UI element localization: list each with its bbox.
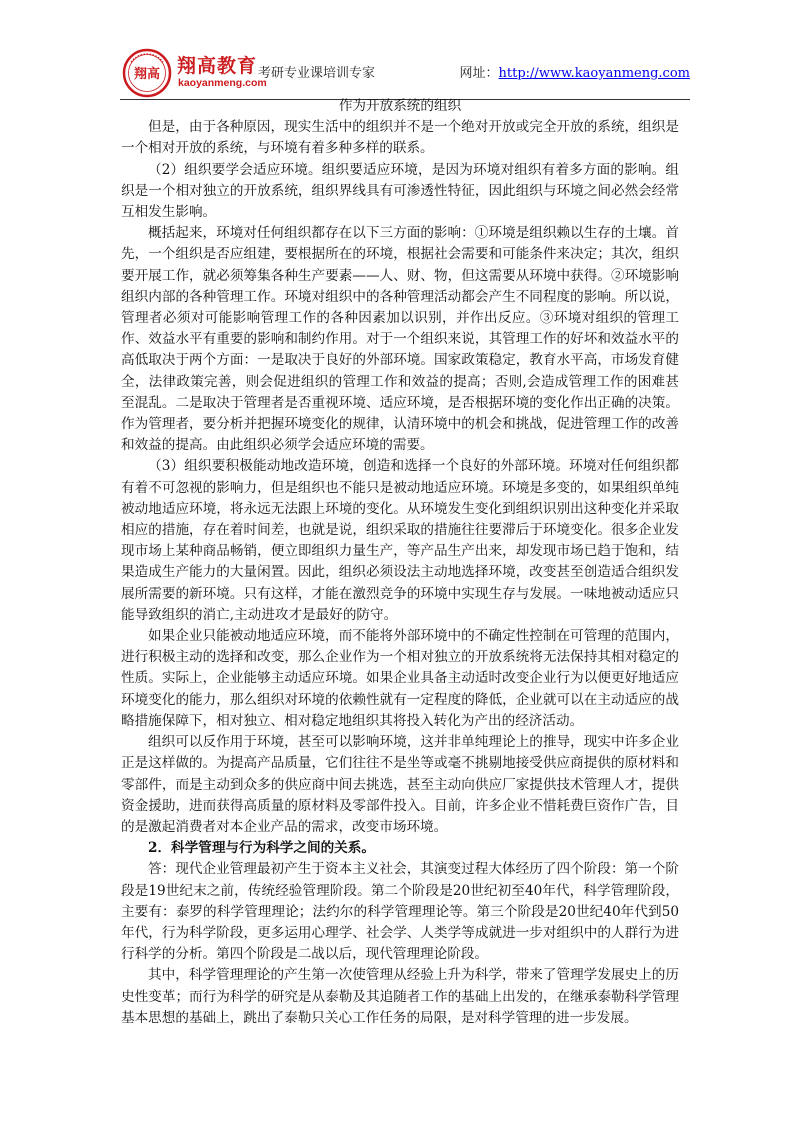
paragraph: （2）组织要学会适应环境。组织要适应环境，是因为环境对组织有着多方面的影响。组织是一个相对独立的开放系统，组织界线具有可渗透性特征，因此组织与环境之间必然会经常互相发生影响。 <box>121 161 679 221</box>
paragraph: 其中，科学管理理论的产生第一次使管理从经验上升为科学，带来了管理学发展史上的历史性变革；而行为科学的研究是从泰勒及其追随者工作的基础上出发的，在继承泰勒科学管理基本思想的基础上，跳出了泰勒只关心工作任务的局限，是对科学管理的进一步发展。 <box>121 967 679 1026</box>
document-body <box>121 96 679 1029</box>
paragraph: （3）组织要积极能动地改造环境，创造和选择一个良好的外部环境。环境对任何组织都有着不可忽视的影响力，但是组织也不能只是被动地适应环境。环境是多变的，如果组织单纯被动地适应环境，将永远无法跟上环境的变化。从环境发生变化到组织识别出这种变化并采取相应的措施，存在着时间差，也就是说，组织采取的措施往往要滞后于环境变化。很多企业发现市场上某种商品畅销，便立即组织力量生产，等产品生产出来，却发现市场已趋于饱和，结果造成生产能力的大量闲置。因此，组织必须设法主动地选择环境，改变甚至创造适合组织发展所需要的新环境。只有这样，才能在激烈竞争的环境中实现生存与发展。一味地被动适应只能导致组织的消亡,主动进攻才是最好的防守。 <box>121 458 679 623</box>
site-url-link[interactable]: http://www.kaoyanmeng.com <box>498 66 690 81</box>
paragraph: 概括起来，环境对任何组织都存在以下三方面的影响：①环境是组织赖以生存的土壤。首先，一个组织是否应组建，要根据所在的环境，根据社会需要和可能条件来决定；其次，组织要开展工作，就必须筹集各种生产要素——人、财、物，但这需要从环境中获得。②环境影响组织内部的各种管理工作。环境对组织中的各种管理活动都会产生不同程度的影响。所以说，管理者必须对可能影响管理工作的各种因素加以识别，并作出反应。③环境对组织的管理工作、效益水平有重要的影响和制约作用。对于一个组织来说，其管理工作的好坏和效益水平的高低取决于两个方面：一是取决于良好的外部环境。国家政策稳定，教育水平高，市场发育健全，法律政策完善，则会促进组织的管理工作和效益的提高；否则,会造成管理工作的困难甚至混乱。二是取决于管理者是否重视环境、适应环境，是否根据环境的变化作出正确的决策。作为管理者，要分析并把握环境变化的规律，认清环境中的机会和挑战，促进管理工作的改善和效益的提高。由此组织必须学会适应环境的需要。 <box>121 225 679 454</box>
site-address <box>460 62 690 81</box>
document-title: 作为开放系统的组织 <box>338 98 462 114</box>
paragraph: 组织可以反作用于环境，甚至可以影响环境，这并非单纯理论上的推导，现实中许多企业正是这样做的。为提高产品质量，它们往往不是坐等或毫不挑剔地接受供应商提供的原材料和零部件，而是主动到众多的供应商中间去挑选，甚至主动向供应厂家提供技术管理人才，提供资金援助，进而获得高质量的原材料及零部件投入。目前，许多企业不惜耗费巨资作广告，目的是激起消费者对本企业产品的需求，改变市场环境。 <box>121 734 679 835</box>
question-heading: 2．科学管理与行为科学之间的关系。 <box>148 840 375 857</box>
paragraph: 如果企业只能被动地适应环境，而不能将外部环境中的不确定性控制在可管理的范围内，进行积极主动的选择和改变，那么企业作为一个相对独立的开放系统将无法保持其相对稳定的性质。实际上，企业能够主动适应环境。如果企业具备主动适时改变企业行为以便更好地适应环境变化的能力，那么组织对环境的依赖性就有一定程度的降低，企业就可以在主动适应的战略措施保障下，相对独立、相对稳定地组织其将投入转化为产出的经济活动。 <box>121 628 679 729</box>
paragraph: 答：现代企业管理最初产生于资本主义社会，其演变过程大体经历了四个阶段：第一个阶段是19世纪末之前，传统经验管理阶段。第二个阶段是20世纪初至40年代，科学管理阶段，主要有：泰罗的科学管理理论；法约尔的科学管理理论等。第三个阶段是20世纪40年代到50年代，行为科学阶段，更多运用心理学、社会学、人类学等成就进一步对组织中的人群行为进行科学的分析。第四个阶段是二战以后，现代管理理论阶段。 <box>121 861 679 963</box>
brand-url: kaoyanmeng.com <box>178 77 267 89</box>
paragraph: 但是，由于各种原因，现实生活中的组织并不是一个绝对开放或完全开放的系统，组织是一个相对开放的系统，与环境有着多种多样的联系。 <box>121 119 679 157</box>
brand-name: 翔高教育 <box>177 55 258 77</box>
page-header <box>120 44 690 102</box>
xianggao-logo-icon <box>122 48 172 98</box>
header-slogan: 考研专业课培训专家 <box>258 66 376 81</box>
site-label: 网址： <box>459 66 499 81</box>
logo-text: 翔高 <box>133 67 161 82</box>
